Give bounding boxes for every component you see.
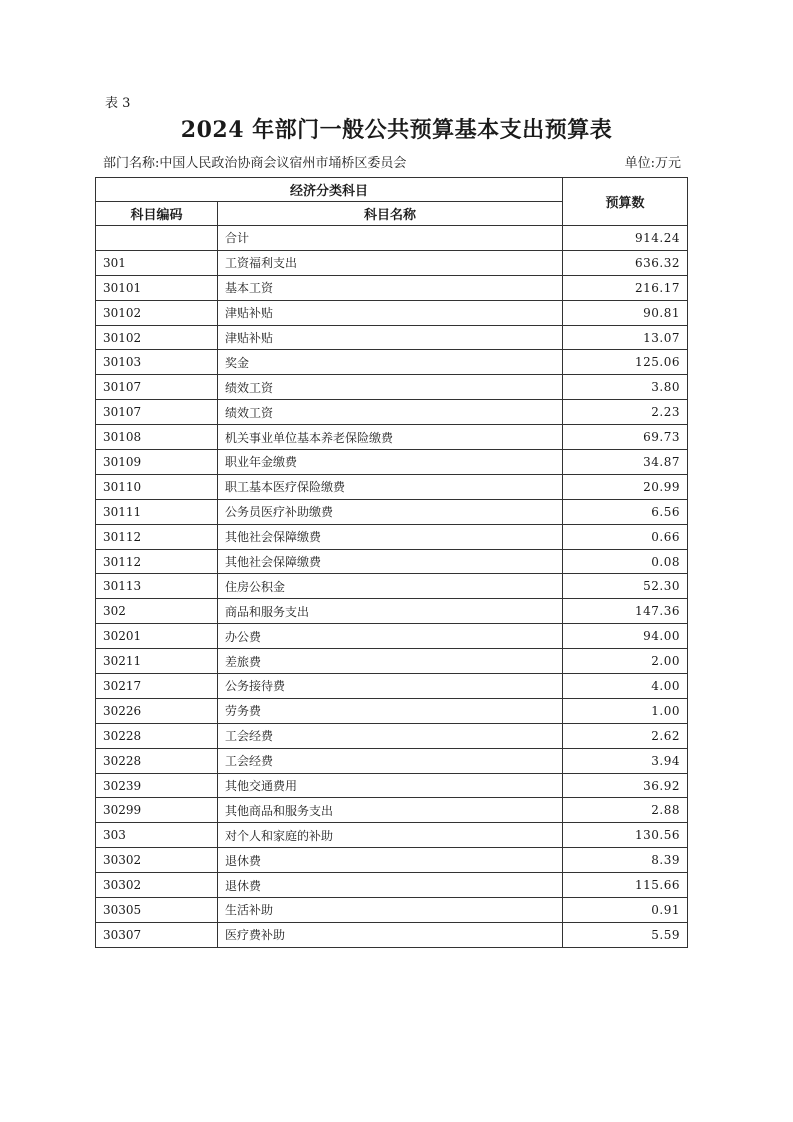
subject-code-cell: 30201: [96, 624, 218, 649]
budget-amount-cell: 3.80: [563, 375, 688, 400]
subject-name-cell: 退休费: [218, 873, 563, 898]
header-subject-code: 科目编码: [96, 202, 218, 226]
table-row: [96, 674, 688, 699]
table-row: [96, 499, 688, 524]
subject-name-cell: 其他社会保障缴费: [218, 549, 563, 574]
subject-name-cell: 商品和服务支出: [218, 599, 563, 624]
subject-name-cell: 公务接待费: [218, 674, 563, 699]
table-row: [96, 723, 688, 748]
table-row: [96, 649, 688, 674]
table-row: [96, 748, 688, 773]
subject-name-cell: 津贴补贴: [218, 325, 563, 350]
table-row: [96, 375, 688, 400]
subject-code-cell: [96, 226, 218, 251]
subject-name-cell: 津贴补贴: [218, 300, 563, 325]
subject-code-cell: 302: [96, 599, 218, 624]
budget-amount-cell: 115.66: [563, 873, 688, 898]
subject-name-cell: 公务员医疗补助缴费: [218, 499, 563, 524]
budget-amount-cell: 914.24: [563, 226, 688, 251]
table-row: [96, 226, 688, 251]
subject-code-cell: 30226: [96, 698, 218, 723]
subject-code-cell: 30307: [96, 922, 218, 947]
subject-code-cell: 30228: [96, 748, 218, 773]
header-row-group: [96, 178, 688, 202]
subject-name-cell: 职业年金缴费: [218, 450, 563, 475]
subject-code-cell: 30102: [96, 300, 218, 325]
subject-name-cell: 办公费: [218, 624, 563, 649]
budget-amount-cell: 130.56: [563, 823, 688, 848]
unit-label: 单位:万元: [624, 156, 681, 171]
subject-code-cell: 30103: [96, 350, 218, 375]
subject-name-cell: 奖金: [218, 350, 563, 375]
subject-code-cell: 30299: [96, 798, 218, 823]
subject-name-cell: 劳务费: [218, 698, 563, 723]
table-row: [96, 922, 688, 947]
budget-amount-cell: 8.39: [563, 848, 688, 873]
department-name: 部门名称:中国人民政治协商会议宿州市埇桥区委员会: [103, 156, 407, 171]
table-row: [96, 325, 688, 350]
budget-amount-cell: 0.08: [563, 549, 688, 574]
page-title: 2024 年部门一般公共预算基本支出预算表: [180, 117, 613, 143]
table-row: [96, 425, 688, 450]
subject-name-cell: 退休费: [218, 848, 563, 873]
subject-name-cell: 其他交通费用: [218, 773, 563, 798]
budget-amount-cell: 6.56: [563, 499, 688, 524]
budget-amount-cell: 20.99: [563, 474, 688, 499]
subject-name-cell: 工资福利支出: [218, 250, 563, 275]
budget-amount-cell: 0.91: [563, 898, 688, 923]
header-subject-name: 科目名称: [218, 202, 563, 226]
budget-amount-cell: 147.36: [563, 599, 688, 624]
budget-amount-cell: 4.00: [563, 674, 688, 699]
subject-code-cell: 30101: [96, 275, 218, 300]
budget-amount-cell: 69.73: [563, 425, 688, 450]
subject-code-cell: 30102: [96, 325, 218, 350]
subject-code-cell: 30239: [96, 773, 218, 798]
subject-code-cell: 30109: [96, 450, 218, 475]
subject-name-cell: 对个人和家庭的补助: [218, 823, 563, 848]
header-economic-classification: 经济分类科目: [96, 178, 563, 202]
subject-name-cell: 工会经费: [218, 748, 563, 773]
table-number: 表 3: [105, 96, 131, 111]
table-row: [96, 873, 688, 898]
table-row: [96, 624, 688, 649]
budget-table: [95, 177, 688, 948]
budget-amount-cell: 5.59: [563, 922, 688, 947]
subject-code-cell: 30302: [96, 873, 218, 898]
table-row: [96, 400, 688, 425]
budget-amount-cell: 90.81: [563, 300, 688, 325]
table-row: [96, 798, 688, 823]
budget-amount-cell: 36.92: [563, 773, 688, 798]
budget-amount-cell: 216.17: [563, 275, 688, 300]
table-row: [96, 474, 688, 499]
budget-amount-cell: 636.32: [563, 250, 688, 275]
budget-amount-cell: 2.23: [563, 400, 688, 425]
subject-code-cell: 30107: [96, 375, 218, 400]
header-budget-amount: 预算数: [563, 178, 688, 226]
table-row: [96, 823, 688, 848]
budget-amount-cell: 3.94: [563, 748, 688, 773]
subject-code-cell: 30217: [96, 674, 218, 699]
subject-name-cell: 机关事业单位基本养老保险缴费: [218, 425, 563, 450]
table-row: [96, 698, 688, 723]
budget-amount-cell: 52.30: [563, 574, 688, 599]
budget-amount-cell: 94.00: [563, 624, 688, 649]
budget-amount-cell: 0.66: [563, 524, 688, 549]
budget-amount-cell: 125.06: [563, 350, 688, 375]
subject-name-cell: 其他社会保障缴费: [218, 524, 563, 549]
subject-code-cell: 30211: [96, 649, 218, 674]
subject-name-cell: 基本工资: [218, 275, 563, 300]
subject-code-cell: 30111: [96, 499, 218, 524]
subject-code-cell: 30112: [96, 524, 218, 549]
subject-name-cell: 生活补助: [218, 898, 563, 923]
budget-amount-cell: 13.07: [563, 325, 688, 350]
subject-code-cell: 303: [96, 823, 218, 848]
subject-name-cell: 绩效工资: [218, 375, 563, 400]
budget-amount-cell: 1.00: [563, 698, 688, 723]
budget-amount-cell: 2.62: [563, 723, 688, 748]
subject-code-cell: 30110: [96, 474, 218, 499]
subject-name-cell: 差旅费: [218, 649, 563, 674]
subject-code-cell: 301: [96, 250, 218, 275]
subject-code-cell: 30302: [96, 848, 218, 873]
table-row: [96, 898, 688, 923]
table-row: [96, 275, 688, 300]
table-row: [96, 350, 688, 375]
table-body: [96, 226, 688, 948]
subject-code-cell: 30305: [96, 898, 218, 923]
table-row: [96, 599, 688, 624]
budget-amount-cell: 34.87: [563, 450, 688, 475]
meta-row: [103, 152, 681, 171]
table-row: [96, 450, 688, 475]
table-row: [96, 848, 688, 873]
subject-code-cell: 30107: [96, 400, 218, 425]
subject-code-cell: 30228: [96, 723, 218, 748]
subject-name-cell: 工会经费: [218, 723, 563, 748]
table-row: [96, 524, 688, 549]
subject-name-cell: 住房公积金: [218, 574, 563, 599]
budget-amount-cell: 2.00: [563, 649, 688, 674]
subject-name-cell: 医疗费补助: [218, 922, 563, 947]
table-row: [96, 300, 688, 325]
subject-code-cell: 30112: [96, 549, 218, 574]
table-row: [96, 773, 688, 798]
subject-code-cell: 30113: [96, 574, 218, 599]
budget-amount-cell: 2.88: [563, 798, 688, 823]
subject-name-cell: 合计: [218, 226, 563, 251]
table-row: [96, 574, 688, 599]
subject-name-cell: 职工基本医疗保险缴费: [218, 474, 563, 499]
subject-name-cell: 其他商品和服务支出: [218, 798, 563, 823]
subject-code-cell: 30108: [96, 425, 218, 450]
table-row: [96, 250, 688, 275]
subject-name-cell: 绩效工资: [218, 400, 563, 425]
table-row: [96, 549, 688, 574]
